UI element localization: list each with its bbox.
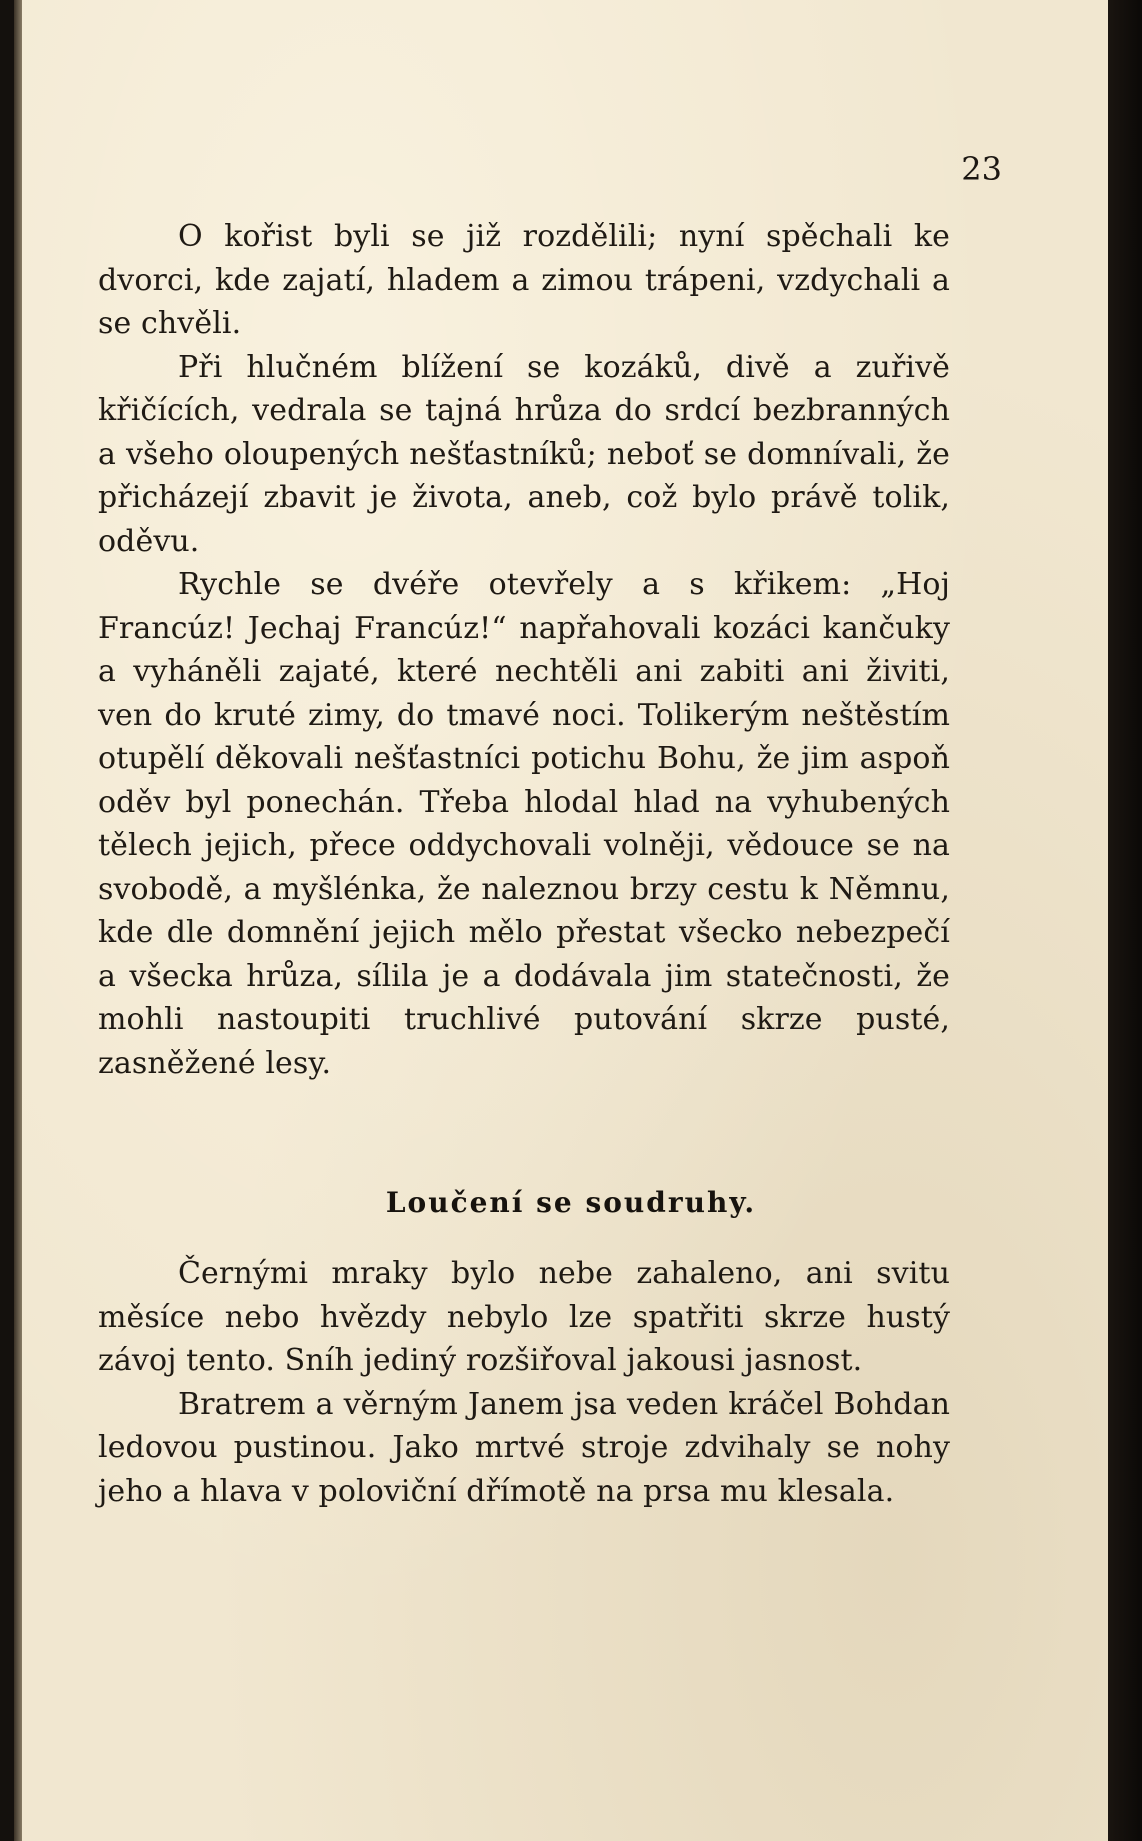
- section-heading: Loučení se soudruhy.: [385, 1186, 757, 1219]
- scan-right-border: [1108, 0, 1142, 1841]
- paragraph-4: Černými mraky bylo nebe zahaleno, ani svitu měsíce nebo hvězdy nebylo lze spatřiti skrze hustý závoj tento. Sníh jediný rozšiřoval jakousi jasnost.: [98, 1256, 950, 1378]
- paragraph-3: Rychle se dvéře otevřely a s křikem: „Hoj Francúz! Jechaj Francúz!“ napřahovali kozáci kančuky a vyháněli zajaté, které nechtěli ani zabiti ani živiti, ven do kruté zimy, do tmavé noci. Tolikerým neštěstím otupělí děkovali nešťastníci potichu Bohu, že jim aspoň oděv byl ponechán. Třeba hlodal hlad na vyhubených tělech jejich, přece oddychovali volněji, vědouce se na svobodě, a myšlénka, že naleznou brzy cestu k Němnu, kde dle domnění jejich mělo přestat všecko nebezpečí a všecka hrůza, sílila je a dodávala jim statečnosti, že mohli nastoupiti truchlivé putování skrze pusté, zasněžené lesy.: [98, 567, 950, 1081]
- section-1-text: [98, 215, 950, 1085]
- paragraph-5: Bratrem a věrným Janem jsa veden kráčel Bohdan ledovou pustinou. Jako mrtvé stroje zdvihaly se nohy jeho a hlava v poloviční dřímotě na prsa mu klesala.: [98, 1386, 950, 1509]
- paragraph-1: O kořist byli se již rozdělili; nyní spěchali ke dvorci, kde zajatí, hladem a zimou trápeni, vzdychali a se chvěli.: [98, 219, 950, 341]
- paragraph-2: Při hlučném blížení se kozáků, divě a zuřivě křičících, vedrala se tajná hrůza do srdcí bezbranných a všeho oloupených nešťastníků; neboť se domnívali, že přicházejí zbavit je života, aneb, což bylo právě tolik, oděvu.: [98, 349, 950, 559]
- page-number: 23: [961, 150, 1002, 188]
- section-2-text: [98, 1252, 950, 1513]
